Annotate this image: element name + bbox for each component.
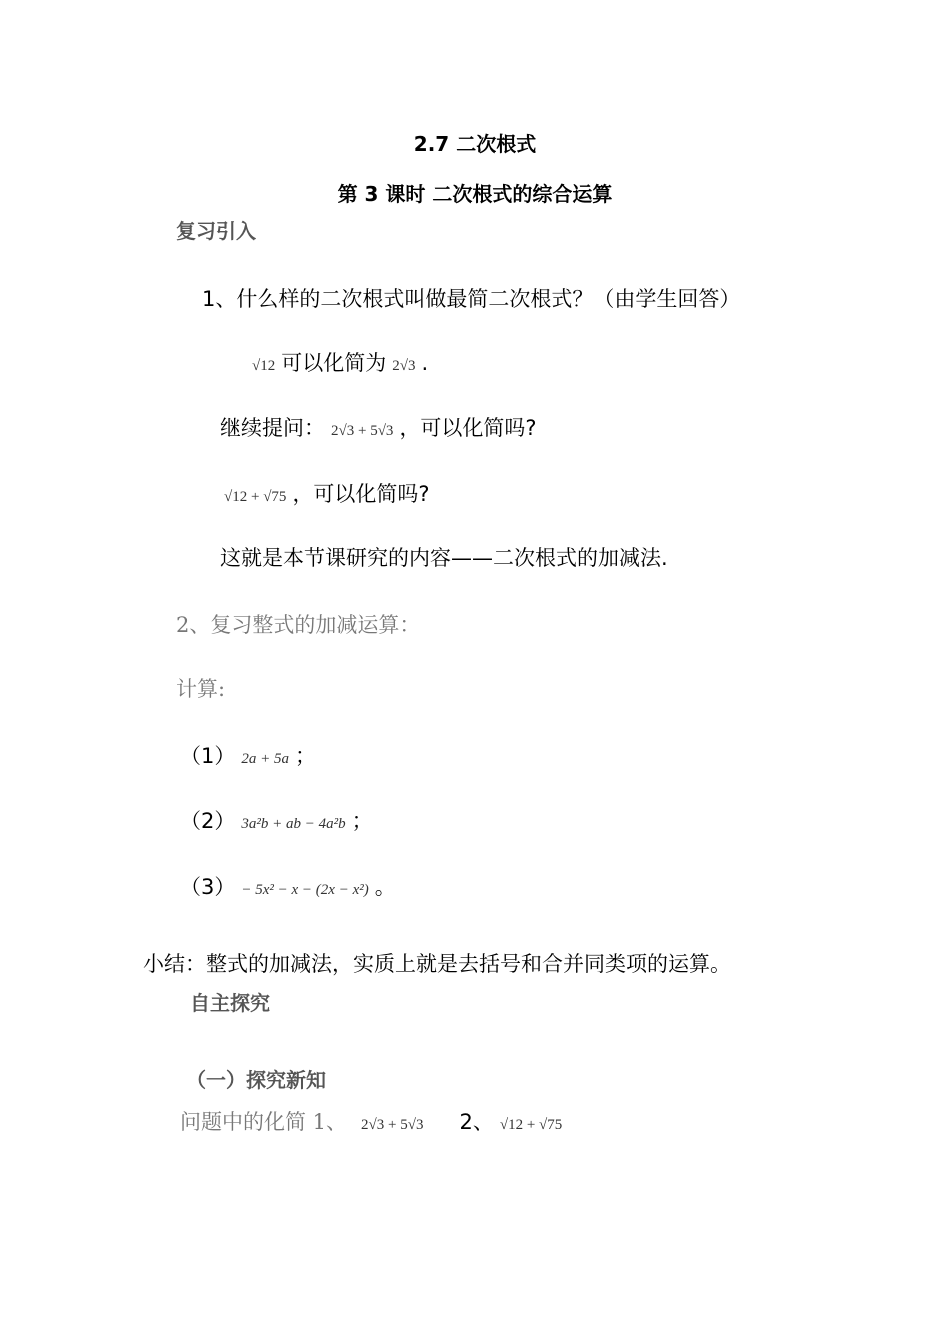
question-1: 1、什么样的二次根式叫做最简二次根式？（由学生回答）	[202, 287, 741, 311]
question-2: 2、复习整式的加减运算：	[176, 613, 421, 637]
item-number: （3）	[180, 875, 236, 899]
line-question	[218, 478, 430, 508]
math: √12 + √75	[499, 1117, 563, 1133]
text: 可以化简为	[281, 351, 387, 375]
math: 2√3 + 5√3	[331, 423, 394, 439]
list-item	[180, 740, 316, 770]
section-heading-review: 复习引入	[176, 219, 256, 243]
item-number: （2）	[180, 809, 236, 833]
text: ；	[295, 744, 316, 768]
math: 2a + 5a	[241, 751, 289, 767]
text: 。	[374, 875, 396, 899]
math: 3a²b + ab − 4a²b	[241, 816, 346, 832]
math: 2√3	[392, 358, 416, 374]
text: .	[421, 351, 429, 375]
math: 2√3 + 5√3	[361, 1117, 424, 1133]
section-heading-explore: 自主探究	[190, 991, 270, 1015]
list-item	[180, 871, 396, 901]
text: ，可以化简吗?	[399, 416, 537, 440]
doc-title: 2.7 二次根式	[413, 132, 537, 156]
line-problems	[180, 1106, 568, 1136]
calc-label: 计算:	[176, 677, 226, 701]
line-continue	[220, 412, 537, 442]
text: 问题中的化简 1、	[180, 1110, 348, 1134]
text: ，可以化简吗?	[292, 482, 430, 506]
summary: 小结：整式的加减法，实质上就是去括号和合并同类项的运算。	[143, 952, 731, 976]
list-item	[180, 805, 373, 835]
text: 继续提问：	[220, 416, 325, 440]
doc-subtitle: 第 3 课时 二次根式的综合运算	[337, 182, 613, 206]
text: 2、	[459, 1110, 494, 1134]
math: √12	[252, 358, 276, 374]
line-topic: 这就是本节课研究的内容——二次根式的加减法.	[220, 546, 668, 570]
item-number: （1）	[180, 744, 236, 768]
line-simplify	[246, 347, 428, 377]
math: √12 + √75	[224, 489, 287, 505]
subsection-heading: （一）探究新知	[186, 1068, 326, 1092]
text: ；	[351, 809, 373, 833]
math: − 5x² − x − (2x − x²)	[241, 882, 369, 898]
